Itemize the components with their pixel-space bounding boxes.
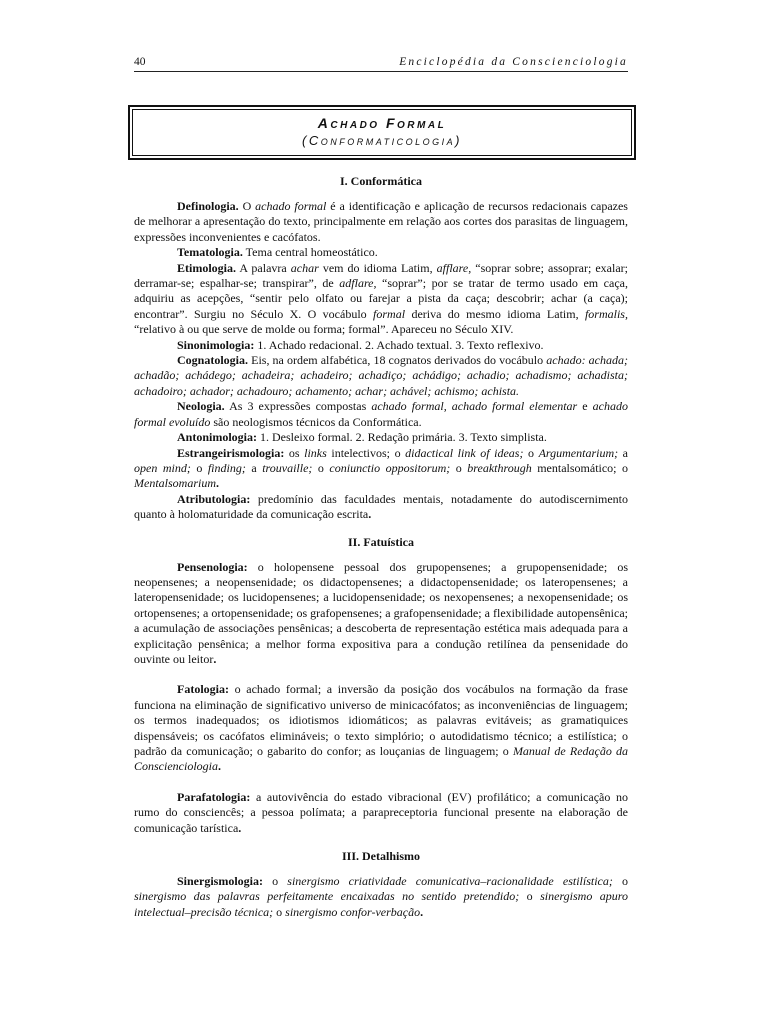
paragraph-estrangeirismologia: Estrangeirismologia: os links intelectivos; o didactical link of ideas; o Argumentarium; a open mind; o finding; a trouvaille; o coniunctio oppositorum; o breakthrough mentalsomático; o Mentalsomarium. xyxy=(134,445,629,491)
entry-title: Achado Formal xyxy=(317,115,447,131)
paragraph-neologia: Neologia. As 3 expressões compostas achado formal, achado formal elementar e achado formal evoluído são neologismos técnicos da Conformática. xyxy=(134,399,628,429)
page-number: 40 xyxy=(134,56,146,68)
paragraph-etimologia: Etimologia. A palavra achar vem do idioma Latim, afflare, “soprar sobre; assoprar; exalar; derramar-se; espalhar-se; transpirar”, de adflare, “soprar”; por se tratar de termo usado em caça, adquiriu as acepções, “sentir pelo olfato ou farejar a pista da caça; descobrir; achar (a caça); encontrar”. Surgiu no Século X. O vocábulo formal deriva do mesmo idioma Latim, formalis, “relativo à ou que serve de molde ou forma; formal”. Apareceu no Século XIV. xyxy=(134,260,628,337)
paragraph-sinonimologia: Sinonimologia: 1. Achado redacional. 2. Achado textual. 3. Texto reflexivo. xyxy=(177,337,544,352)
paragraph-definologia: Definologia. O achado formal é a identificação e aplicação de recursos redacionais capazes de melhorar a apresentação do texto, principalmente em relação aos cortes dos parasitas de linguagem, expressões inconvenientes e cacófatos. xyxy=(134,199,628,244)
paragraph-pensenologia: Pensenologia: o holopensene pessoal dos grupopensenes; a grupopensenidade; os neopensenes; a neopensenidade; os didactopensenes; a didactopensenidade; os lateropensenes; a lateropensenidade; os lucidopensenes; a lucidopensenidade; os nexopensenes; a nexopensenidade; os ortopensenes; a ortopensenidade; os grafopensenes; a grafopensenidade; a flexibilidade autopensênica; a acumulação de associações pensênicas; a descoberta de representação estética mais adequada para a explicitação pensênica; a melhor forma expositiva para a condução retilínea da pensenidade do ouvinte ou leitor. xyxy=(134,559,628,666)
paragraph-antonimologia: Antonimologia: 1. Desleixo formal. 2. Redação primária. 3. Texto simplista. xyxy=(177,430,547,445)
paragraph-atributologia: Atributologia: predomínio das faculdades mentais, notadamente do autodiscernimento quanto à holomaturidade da comunicação escrita. xyxy=(134,491,628,522)
paragraph-sinergismologia: Sinergismologia: o sinergismo criatividade comunicativa–racionalidade estilística; o sinergismo das palavras perfeitamente encaixadas no sentido pretendido; o sinergismo apuro intelectual–precisão técnica; o sinergismo confor-verbação. xyxy=(134,874,629,919)
entry-subtitle: (Conformaticologia) xyxy=(302,133,462,148)
entry-title-box xyxy=(128,105,636,160)
section-heading-fatuistica: II. Fatuística xyxy=(348,534,414,549)
section-heading-detalhismo: III. Detalhismo xyxy=(341,849,420,864)
section-heading-conformatica: I. Conformática xyxy=(340,174,422,188)
book-title: Enciclopédia da Conscienciologia xyxy=(399,56,628,68)
paragraph-tematologia: Tematologia. Tema central homeostático. xyxy=(177,245,378,260)
paragraph-cognatologia: Cognatologia. Eis, na ordem alfabética, 18 cognatos derivados do vocábulo achado: achada; achadão; achádego; achadeira; achadeiro; achadiço; achádigo; achadio; achadismo; achadista; achadoiro; achador; achadouro; achamento; achar; achável; achismo; achista. xyxy=(134,353,628,398)
running-header xyxy=(134,56,628,72)
page xyxy=(134,56,628,920)
paragraph-parafatologia: Parafatologia: a autovivência do estado vibracional (EV) profilático; a comunicação no rumo do consciencês; a pessoa polímata; a parapreceptoria funcional presente na elaboração de comunicação tarística. xyxy=(134,789,628,835)
paragraph-fatologia: Fatologia: o achado formal; a inversão da posição dos vocábulos na formação da frase funciona na eliminação de significativo universo de minicacófatos; as inconveniências de linguagem; os termos inadequados; os idiotismos idiomáticos; as palavras evitáveis; as gramatiquices dispensáveis; os cacófatos elimináveis; o texto simplório; o autodidatismo técnico; a estilística; o padrão da comunicação; o gabarito do confor; as louçanias de linguagem; o Manual de Redação da Conscienciologia. xyxy=(134,682,629,774)
